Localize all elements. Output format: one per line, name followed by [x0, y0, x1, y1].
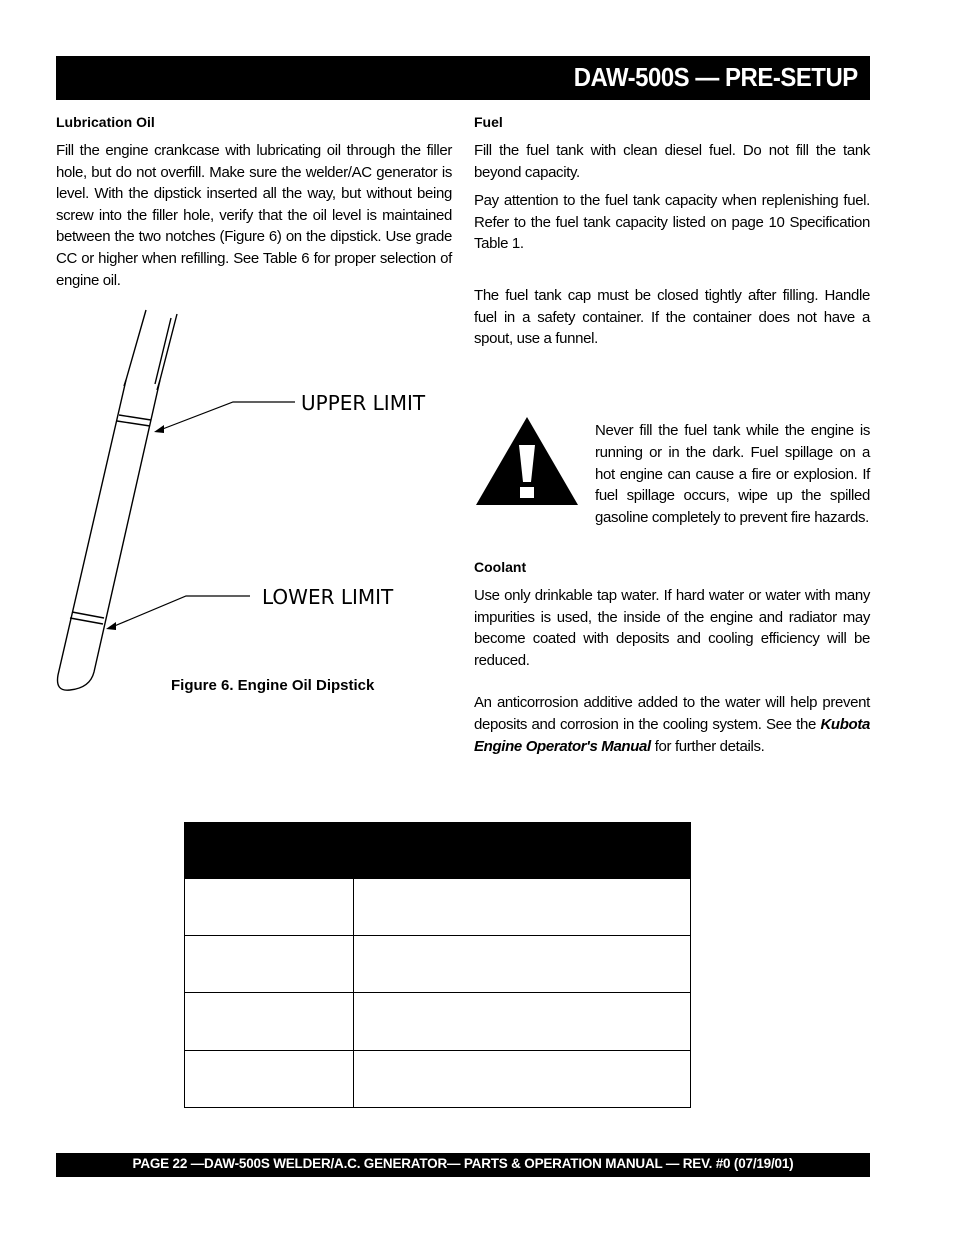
warning-triangle-icon [474, 415, 580, 507]
lubrication-heading: Lubrication Oil [56, 114, 155, 130]
lower-arrowhead [106, 622, 116, 630]
fuel-paragraph-3: The fuel tank cap must be closed tightly after filling. Handle fuel in a safety container. If the container does not have a spout, use a funnel. [474, 286, 870, 348]
table-column-divider [353, 879, 354, 1107]
coolant-text-after: for further details. [650, 737, 765, 755]
fuel-paragraph-2: Pay attention to the fuel tank capacity when replenishing fuel. Refer to the fuel tank capacity listed on page 10 Specification Table 1. [474, 192, 870, 253]
coolant-paragraph-1: Use only drinkable tap water. If hard water or water with many impurities is used, the inside of the engine and radiator may become coated with deposits and cooling efficiency will be reduced. [474, 587, 870, 669]
coolant-section [474, 557, 870, 757]
kubota-manual-reference: Kubota Engine Operator's Manual [474, 715, 870, 755]
lubrication-section [56, 112, 452, 291]
fuel-section [474, 112, 870, 350]
coolant-text-before: An anticorrosion additive added to the water will help prevent deposits and corrosion in the cooling system. See the [474, 694, 870, 733]
page-title: DAW-500S — PRE-SETUP [573, 62, 858, 92]
table-row [185, 992, 690, 993]
table-row [185, 935, 690, 936]
fuel-warning-text: Never fill the fuel tank while the engine is running or in the dark. Fuel spillage on a hot engine can cause a fire or explosion. If fuel spillage occurs, wipe up the spilled gasoline completely to prevent fire hazards. [595, 422, 870, 527]
page-footer-bar [56, 1153, 870, 1177]
dipstick-figure [40, 300, 470, 700]
table-row [185, 1050, 690, 1051]
table-header [184, 822, 691, 878]
lower-limit-label: LOWER LIMIT [262, 585, 394, 609]
coolant-heading: Coolant [474, 559, 527, 575]
footer-text: PAGE 22 —DAW-500S WELDER/A.C. GENERATOR— PARTS & OPERATION MANUAL — REV. #0 (07/19/01) [132, 1156, 794, 1171]
page-header-bar [56, 56, 870, 100]
fuel-heading: Fuel [474, 114, 503, 130]
upper-limit-label: UPPER LIMIT [301, 391, 426, 415]
fuel-paragraph-1: Fill the fuel tank with clean diesel fuel. Do not fill the tank beyond capacity. [474, 142, 870, 181]
coolant-paragraph-2 [474, 692, 870, 757]
lubrication-paragraph: Fill the engine crankcase with lubricating oil through the filler hole, but do not overfill. Make sure the welder/AC generator is level. With the dipstick inserted all the way, but without being screw into the filler hole, verify that the oil level is maintained between the two notches (Figure 6) on the dipstick. Use grade CC or higher when refilling. See Table 6 for proper selection of engine oil. [56, 142, 452, 289]
figure-caption: Figure 6. Engine Oil Dipstick [171, 677, 375, 694]
upper-arrowhead [154, 425, 164, 433]
oil-table-grid [184, 878, 691, 1108]
